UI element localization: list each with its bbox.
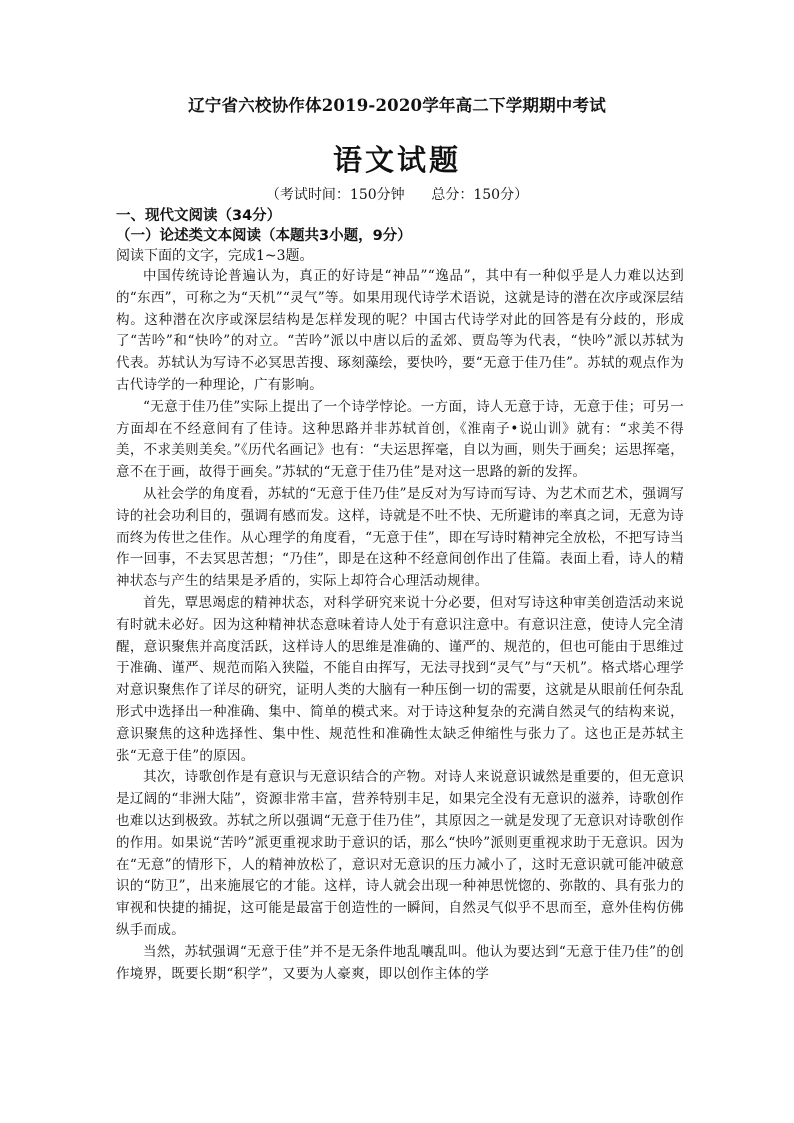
paragraph-5: 其次，诗歌创作是有意识与无意识结合的产物。对诗人来说意识诚然是重要的，但无意识是辽阔的“非洲大陆”，资源非常丰富，营养特别丰足，如果完全没有无意识的滋养，诗歌创作也难以达到极致。苏轼之所以强调“无意于佳乃佳”，其原因之一就是发现了无意识对诗歌创作的作用。如果说“苦吟”派更重视求助于意识的话，那么“快吟”派则更重视求助于无意识。因为在“无意”的情形下，人的精神放松了，意识对无意识的压力减小了，这时无意识就可能冲破意识的“防卫”，出来施展它的才能。这样，诗人就会出现一种神思恍惚的、弥散的、具有张力的审视和快捷的捕捉，这可能是最富于创造性的一瞬间，自然灵气似乎不思而至，意外佳构仿佛纵手而成。 — [116, 769, 684, 938]
document-body — [116, 206, 684, 985]
exam-title: 辽宁省六校协作体2019-2020学年高二下学期期中考试 — [188, 96, 606, 115]
paragraph-6: 当然，苏轼强调“无意于佳”并不是无条件地乱嚷乱叫。他认为要达到“无意于佳乃佳”的创作境界，既要长期“积学”，又要为人豪爽，即以创作主体的学 — [116, 943, 684, 982]
paragraph-1: 中国传统诗论普遍认为，真正的好诗是“神品”“逸品”，其中有一种似乎是人力难以达到的“东西”，可称之为“天机”“灵气”等。如果用现代诗学术语说，这就是诗的潜在次序或深层结构。这种潜在次序或深层结构是怎样发现的呢？中国古代诗学对此的回答是有分歧的，形成了“苦吟”和“快吟”的对立。“苦吟”派以中唐以后的孟郊、贾岛等为代表，“快吟”派以苏轼为代表。苏轼认为写诗不必冥思苦搜、琢刻藻绘，要快吟，要“无意于佳乃佳”。苏轼的观点作为古代诗学的一种理论，广有影响。 — [116, 268, 684, 393]
exam-info: （考试时间：150分钟 总分：150分） — [265, 187, 529, 203]
subsection-heading: （一）论述类文本阅读（本题共3小题，9分） — [116, 228, 412, 244]
section-heading: 一、现代文阅读（34分） — [116, 208, 282, 224]
reading-instruction: 阅读下面的文字，完成1~3题。 — [116, 248, 314, 264]
paragraph-3: 从社会学的角度看，苏轼的“无意于佳乃佳”是反对为写诗而写诗、为艺术而艺术，强调写诗的社会功利目的，强调有感而发。这样，诗就是不吐不快、无所避讳的率真之词，无意为诗而终为传世之佳作。从心理学的角度看，“无意于佳”，即在写诗时精神完全放松，不把写诗当作一回事，不去冥思苦想；“乃佳”，即是在这种不经意间创作出了佳篇。表面上看，诗人的精神状态与产生的结果是矛盾的，实际上却符合心理活动规律。 — [116, 485, 684, 590]
subject-title: 语文试题 — [332, 143, 461, 177]
paragraph-4: 首先，覃思竭虑的精神状态，对科学研究来说十分必要，但对写诗这种审美创造活动来说有时就未必好。因为这种精神状态意味着诗人处于有意识注意中。有意识注意，使诗人完全清醒，意识聚焦并高度活跃，这样诗人的思维是准确的、谨严的、规范的，但也可能由于思维过于准确、谨严、规范而陷入狭隘，不能自由挥写，无法寻找到“灵气”与“天机”。格式塔心理学对意识聚焦作了详尽的研究，证明人类的大脑有一种压倒一切的需要，这就是从眼前任何杂乱形式中选择出一种准确、集中、简单的模式来。对于诗这种复杂的充满自然灵气的结构来说，意识聚焦的这种选择性、集中性、规范性和准确性太缺乏伸缩性与张力了。这也正是苏轼主张“无意于佳”的原因。 — [116, 594, 684, 764]
paragraph-2: “无意于佳乃佳”实际上提出了一个诗学悖论。一方面，诗人无意于诗，无意于佳；可另一方面却在不经意间有了佳诗。这种思路并非苏轼首创，《淮南子•说山训》就有：“求美不得美，不求美则美矣。”《历代名画记》也有：“夫运思挥毫，自以为画，则失于画矣；运思挥毫，意不在于画，故得于画矣。”苏轼的“无意于佳乃佳”是对这一思路的新的发挥。 — [116, 398, 684, 481]
